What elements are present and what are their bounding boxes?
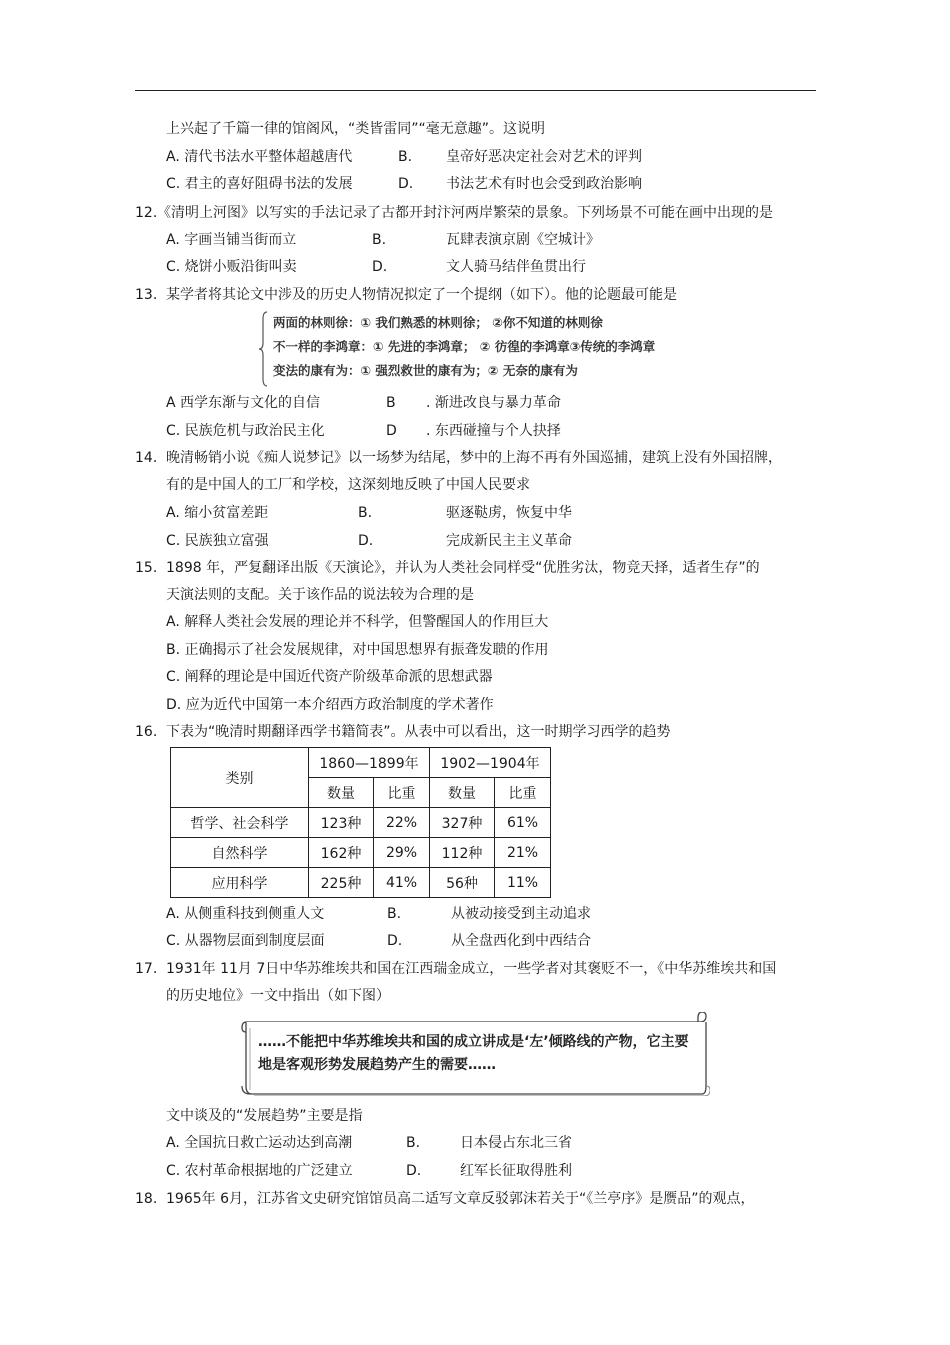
q11-option-c: C. 君主的喜好阻碍书法的发展 [166, 176, 353, 192]
table-cell-ratio: 11% [495, 868, 551, 898]
q13-number: 13. [135, 287, 158, 303]
q16-option-b-label: B. [387, 906, 402, 922]
q12-stem: 《清明上河图》以写实的手法记录了古都开封汴河两岸繁荣的景象。下列场景不可能在画中出现的是 [157, 205, 773, 221]
q16-option-c: C. 从器物层面到制度层面 [166, 933, 325, 949]
table-subheader-ratio: 比重 [374, 778, 430, 808]
q14-option-a: A. 缩小贫富差距 [166, 505, 269, 521]
q17-option-d-label: D. [406, 1163, 422, 1179]
table-cell-count: 327种 [430, 808, 495, 838]
q16-option-d: 从全盘西化到中西结合 [451, 933, 591, 949]
q16-option-b: 从被动接受到主动追求 [451, 906, 591, 922]
q12-number: 12. [135, 205, 158, 221]
q14-number: 14. [135, 450, 158, 466]
q12-option-c: C. 烧饼小贩沿街叫卖 [166, 259, 297, 275]
q11-option-b-label: B. [398, 149, 413, 165]
q11-stem-continuation: 上兴起了千篇一律的馆阁风，“类皆雷同”“毫无意趣”。这说明 [166, 121, 546, 137]
q16-option-d-label: D. [387, 933, 403, 949]
table-subheader-count: 数量 [430, 778, 495, 808]
outline-brace [258, 311, 268, 387]
q13-option-c: C. 民族危机与政治民主化 [166, 423, 325, 439]
q12-option-a: A. 字画当铺当街而立 [166, 232, 297, 248]
q13-option-a: A 西学东渐与文化的自信 [166, 395, 321, 411]
table-cell-category: 应用科学 [171, 868, 309, 898]
q11-option-b: 皇帝好恶决定社会对艺术的评判 [446, 149, 642, 165]
q17-stem-line2: 的历史地位》一文中指出（如下图） [166, 988, 390, 1004]
quotation-scroll [240, 1012, 710, 1096]
q18-stem: 1965年 6月，江苏省文史研究馆馆员高二适写文章反驳郭沫若关于“《兰亭序》是赝品”的观点， [166, 1191, 755, 1207]
table-cell-count: 123种 [309, 808, 374, 838]
table-row [171, 868, 551, 898]
translation-books-table [170, 747, 551, 898]
table-cell-count: 112种 [430, 838, 495, 868]
table-cell-category: 自然科学 [171, 838, 309, 868]
q16-option-a: A. 从侧重科技到侧重人文 [166, 906, 325, 922]
q14-stem-line1: 晚清畅销小说《痴人说梦记》以一场梦为结尾，梦中的上海不再有外国巡捕，建筑上没有外国招牌， [166, 450, 782, 466]
table-row [171, 838, 551, 868]
q13-option-d: . 东西碰撞与个人抉择 [426, 423, 561, 439]
q13-option-b-label: B [386, 395, 396, 411]
q14-stem-line2: 有的是中国人的工厂和学校，这深刻地反映了中国人民要求 [166, 477, 530, 493]
table-cell-count: 56种 [430, 868, 495, 898]
table-subheader-ratio: 比重 [495, 778, 551, 808]
outline-line-kang-youwei: 变法的康有为：① 强烈救世的康有为；② 无奈的康有为 [273, 363, 578, 378]
table-header-category: 类别 [171, 748, 309, 808]
q16-stem: 下表为“晚清时期翻译西学书籍简表”。从表中可以看出，这一时期学习西学的趋势 [166, 724, 671, 740]
q15-stem-line1: 1898 年，严复翻译出版《天演论》，并认为人类社会同样受“优胜劣汰，物竞天择，适者生存”的 [166, 560, 760, 576]
q16-number: 16. [135, 724, 158, 740]
table-header-period1: 1860—1899年 [309, 748, 430, 778]
table-row [171, 808, 551, 838]
q17-option-c: C. 农村革命根据地的广泛建立 [166, 1163, 353, 1179]
q15-stem-line2: 天演法则的支配。关于该作品的说法较为合理的是 [166, 587, 474, 603]
q17-number: 17. [135, 961, 158, 977]
q12-option-d: 文人骑马结伴鱼贯出行 [446, 259, 586, 275]
q17-option-d: 红军长征取得胜利 [460, 1163, 572, 1179]
q14-option-d: 完成新民主主义革命 [446, 533, 572, 549]
scroll-quote-line1: ……不能把中华苏维埃共和国的成立讲成是‘左’倾路线的产物，它主要 [258, 1034, 689, 1050]
outline-line-lin-zexu: 两面的林则徐：① 我们熟悉的林则徐； ②你不知道的林则徐 [273, 315, 603, 330]
q14-option-b-label: B. [358, 505, 373, 521]
table-header-period2: 1902—1904年 [430, 748, 551, 778]
q15-option-d: D. 应为近代中国第一本介绍西方政治制度的学术著作 [166, 697, 494, 713]
q17-question: 文中谈及的“发展趋势”主要是指 [166, 1108, 363, 1124]
table-cell-ratio: 29% [374, 838, 430, 868]
q13-stem: 某学者将其论文中涉及的历史人物情况拟定了一个提纲（如下）。他的论题最可能是 [166, 287, 677, 303]
q17-option-b: 日本侵占东北三省 [460, 1135, 572, 1151]
q11-option-d: 书法艺术有时也会受到政治影响 [446, 176, 642, 192]
q13-option-d-label: D [386, 423, 397, 439]
q13-option-b: . 渐进改良与暴力革命 [426, 395, 561, 411]
q12-option-b-label: B. [372, 232, 387, 248]
q11-option-d-label: D. [398, 176, 414, 192]
q14-option-c: C. 民族独立富强 [166, 533, 269, 549]
q11-option-a: A. 清代书法水平整体超越唐代 [166, 149, 353, 165]
scroll-quote-line2: 地是客观形势发展趋势产生的需要…… [258, 1057, 496, 1073]
q17-option-a: A. 全国抗日救亡运动达到高潮 [166, 1135, 353, 1151]
table-cell-category: 哲学、社会科学 [171, 808, 309, 838]
q18-number: 18. [135, 1191, 158, 1207]
q14-option-b: 驱逐鞑虏，恢复中华 [446, 505, 572, 521]
q15-option-b: B. 正确揭示了社会发展规律，对中国思想界有振聋发聩的作用 [166, 642, 549, 658]
q12-option-b: 瓦肆表演京剧《空城计》 [446, 232, 600, 248]
q15-option-a: A. 解释人类社会发展的理论并不科学，但警醒国人的作用巨大 [166, 614, 549, 630]
q15-option-c: C. 阐释的理论是中国近代资产阶级革命派的思想武器 [166, 669, 493, 685]
table-cell-ratio: 61% [495, 808, 551, 838]
header-rule [135, 90, 816, 91]
q15-number: 15. [135, 560, 158, 576]
table-cell-count: 162种 [309, 838, 374, 868]
table-cell-ratio: 41% [374, 868, 430, 898]
q17-stem-line1: 1931年 11月 7日中华苏维埃共和国在江西瑞金成立，一些学者对其褒贬不一，《中华苏维埃共和国 [166, 961, 777, 977]
q14-option-d-label: D. [358, 533, 374, 549]
q12-option-d-label: D. [372, 259, 388, 275]
outline-line-li-hongzhang: 不一样的李鸿章：① 先进的李鸿章； ② 彷徨的李鸿章③传统的李鸿章 [273, 339, 656, 354]
q17-option-b-label: B. [406, 1135, 421, 1151]
table-cell-ratio: 22% [374, 808, 430, 838]
table-subheader-count: 数量 [309, 778, 374, 808]
table-cell-ratio: 21% [495, 838, 551, 868]
table-cell-count: 225种 [309, 868, 374, 898]
